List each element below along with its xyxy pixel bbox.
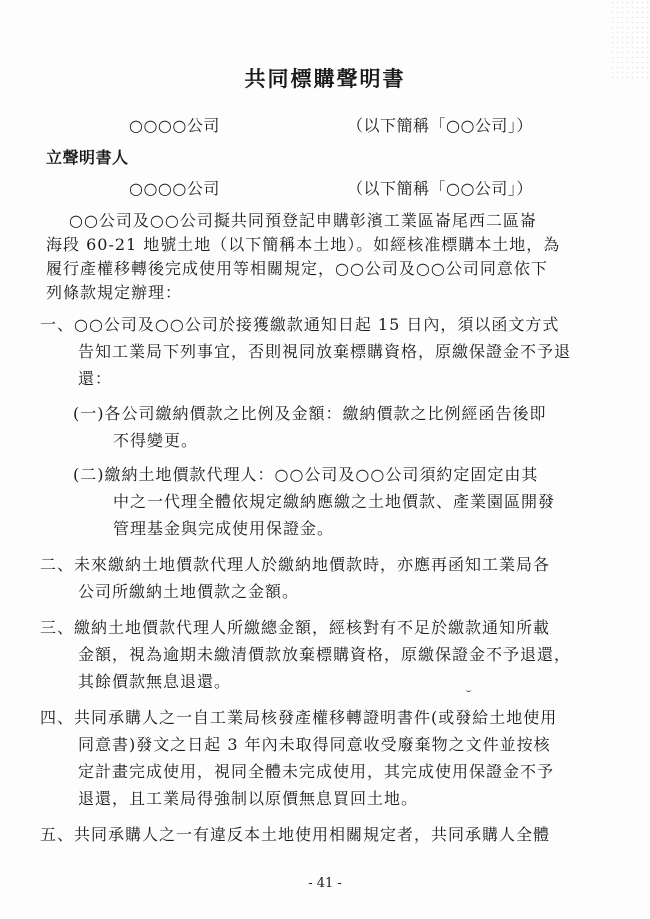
clause1-line: 還： bbox=[78, 369, 113, 388]
clause3-line: 其餘價款無息退還。 bbox=[78, 672, 232, 691]
clause1-sub2-line: 管理基金與完成使用保證金。 bbox=[113, 519, 335, 538]
clause4-line: 四、共同承購人之一自工業局核發產權移轉證明書件(或發給土地使用 bbox=[40, 708, 558, 727]
intro-line: 履行產權移轉後完成使用等相關規定，○○公司及○○公司同意依下 bbox=[46, 259, 548, 278]
party2-name: ○○○○公司 bbox=[129, 179, 220, 198]
clause2-line: 二、未來繳納土地價款代理人於繳納地價款時，亦應再函知工業局各 bbox=[40, 555, 551, 574]
clause4-line: 退還，且工業局得強制以原價無息買回土地。 bbox=[78, 789, 419, 808]
party1-name: ○○○○公司 bbox=[129, 116, 220, 135]
clause3-line: 金額，視為逾期未繳清價款放棄標購資格，原繳保證金不予退還， bbox=[78, 645, 572, 664]
clause1-sub1-line: 不得變更。 bbox=[113, 431, 199, 450]
scan-artifact-mark bbox=[466, 688, 471, 692]
clause1-sub2-line: (二)繳納土地價款代理人：○○公司及○○公司須約定固定由其 bbox=[73, 465, 539, 484]
clause1-sub1-line: (一)各公司繳納價款之比例及金額：繳納價款之比例經函告後即 bbox=[73, 404, 547, 423]
clause1-line: 一、○○公司及○○公司於接獲繳款通知日起 15 日內，須以函文方式 bbox=[40, 315, 560, 334]
page-number: - 41 - bbox=[308, 876, 342, 891]
clause3-line: 三、繳納土地價款代理人所繳總金額，經核對有不足於繳款通知所載 bbox=[40, 618, 551, 637]
clause2-line: 公司所繳納土地價款之金額。 bbox=[78, 582, 300, 601]
intro-line: 列條款規定辦理： bbox=[46, 283, 183, 302]
clause5-line: 五、共同承購人之一有違反本土地使用相關規定者，共同承購人全體 bbox=[40, 825, 551, 844]
clause1-sub2-line: 中之一代理全體依規定繳納應繳之土地價款、產業園區開發 bbox=[113, 492, 556, 511]
party1-abbreviation: （以下簡稱「○○公司」） bbox=[347, 116, 533, 135]
intro-line: ○○公司及○○公司擬共同預登記申購彰濱工業區崙尾西二區崙 bbox=[69, 211, 537, 230]
party2-abbreviation: （以下簡稱「○○公司」） bbox=[347, 179, 533, 198]
clause1-line: 告知工業局下列事宜，否則視同放棄標購資格，原繳保證金不予退 bbox=[78, 342, 572, 361]
declarant-label: 立聲明書人 bbox=[46, 148, 129, 167]
intro-line: 海段 60-21 地號土地（以下簡稱本土地）。如經核准標購本土地，為 bbox=[46, 235, 561, 254]
document-title: 共同標購聲明書 bbox=[244, 66, 406, 91]
clause4-line: 定計畫完成使用，視同全體未完成使用，其完成使用保證金不予 bbox=[78, 762, 555, 781]
clause4-line: 同意書)發文之日起 3 年內未取得同意收受廢棄物之文件並按核 bbox=[78, 735, 551, 754]
